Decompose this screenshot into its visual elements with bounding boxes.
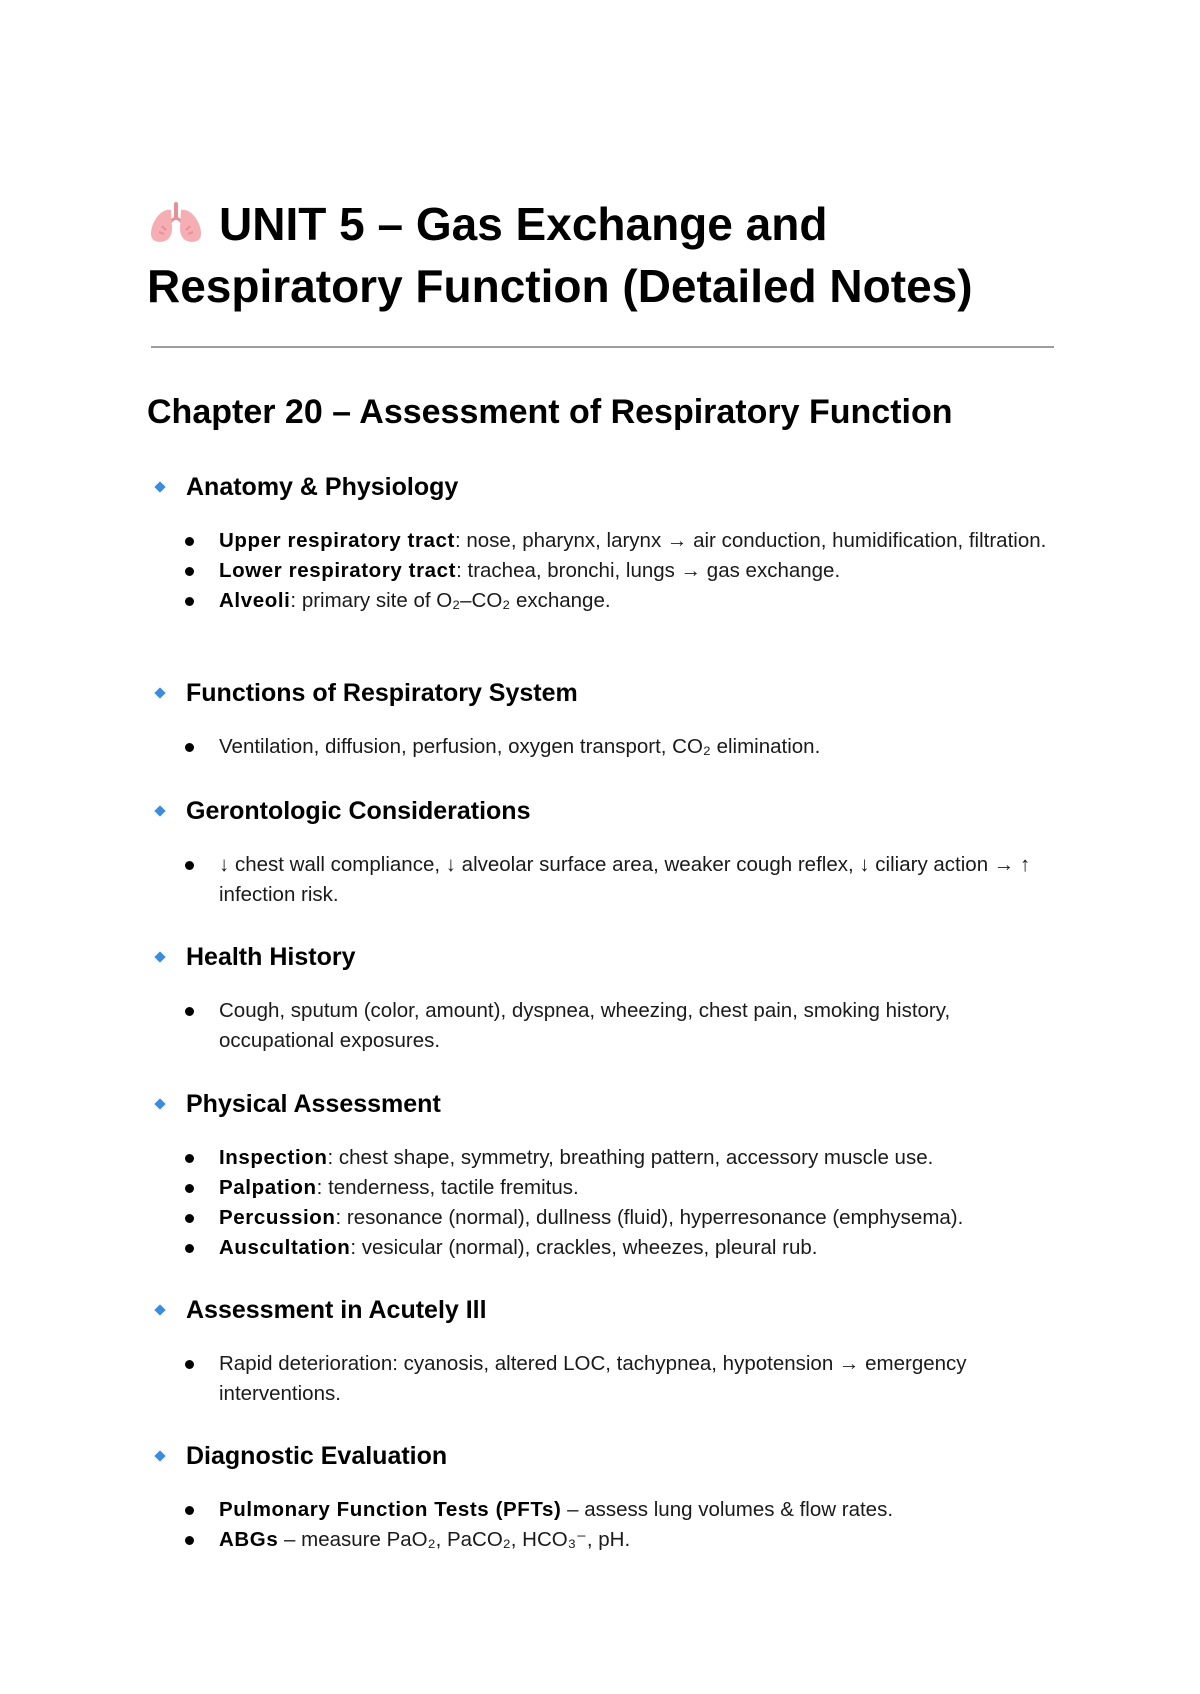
list-item: ↓ chest wall compliance, ↓ alveolar surface area, weaker cough reflex, ↓ ciliary action → ↑ infection risk.: [147, 850, 1057, 910]
list-item: Percussion: resonance (normal), dullness (fluid), hyperresonance (emphysema).: [147, 1203, 1057, 1233]
bullet-icon: [185, 597, 194, 606]
diamond-bullet-icon: [154, 805, 165, 816]
section-heading: Anatomy & Physiology: [186, 473, 459, 501]
diamond-bullet-icon: [154, 1450, 165, 1461]
section-heading: Functions of Respiratory System: [186, 679, 578, 707]
list-item: Alveoli: primary site of O₂–CO₂ exchange.: [147, 586, 1057, 616]
bullet-icon: [185, 567, 194, 576]
page-title: [147, 193, 1057, 317]
horizontal-divider: [151, 346, 1054, 348]
lungs-icon: [147, 200, 205, 244]
list-item: Cough, sputum (color, amount), dyspnea, wheezing, chest pain, smoking history, occupational exposures.: [147, 996, 1057, 1056]
list-item: Pulmonary Function Tests (PFTs) – assess lung volumes & flow rates.: [147, 1495, 1057, 1525]
list-item: Lower respiratory tract: trachea, bronchi, lungs → gas exchange.: [147, 556, 1057, 586]
diamond-bullet-icon: [154, 1098, 165, 1109]
diamond-bullet-icon: [154, 1304, 165, 1315]
diamond-bullet-icon: [154, 687, 165, 698]
diamond-bullet-icon: [154, 481, 165, 492]
bullet-icon: [185, 861, 194, 870]
section-gerontologic: [147, 794, 1057, 910]
section-acutely-ill: [147, 1293, 1057, 1409]
bullet-icon: [185, 1536, 194, 1545]
bullet-icon: [185, 1154, 194, 1163]
section-anatomy-physiology: [147, 470, 1057, 616]
bullet-icon: [185, 1184, 194, 1193]
section-heading: Diagnostic Evaluation: [186, 1442, 448, 1470]
list-item: Upper respiratory tract: nose, pharynx, larynx → air conduction, humidification, filtration.: [147, 526, 1057, 556]
list-item: Palpation: tenderness, tactile fremitus.: [147, 1173, 1057, 1203]
bullet-icon: [185, 1214, 194, 1223]
list-item: Rapid deterioration: cyanosis, altered LOC, tachypnea, hypotension → emergency interventions.: [147, 1349, 1057, 1409]
list-item: Ventilation, diffusion, perfusion, oxygen transport, CO₂ elimination.: [147, 732, 1057, 762]
bullet-icon: [185, 1360, 194, 1369]
chapter-heading: Chapter 20 – Assessment of Respiratory Function: [147, 393, 953, 431]
section-heading: Health History: [186, 943, 356, 971]
section-heading: Physical Assessment: [186, 1090, 441, 1118]
list-item: Inspection: chest shape, symmetry, breathing pattern, accessory muscle use.: [147, 1143, 1057, 1173]
list-item: Auscultation: vesicular (normal), crackles, wheezes, pleural rub.: [147, 1233, 1057, 1263]
section-physical-assessment: [147, 1087, 1057, 1263]
section-heading: Gerontologic Considerations: [186, 797, 531, 825]
bullet-icon: [185, 1244, 194, 1253]
section-heading: Assessment in Acutely Ill: [186, 1296, 487, 1324]
section-diagnostic-evaluation: [147, 1439, 1057, 1555]
bullet-icon: [185, 1506, 194, 1515]
title-text: UNIT 5 – Gas Exchange and Respiratory Function (Detailed Notes): [147, 198, 973, 312]
section-functions: [147, 676, 1057, 762]
section-health-history: [147, 940, 1057, 1056]
list-item: ABGs – measure PaO₂, PaCO₂, HCO₃⁻, pH.: [147, 1525, 1057, 1555]
diamond-bullet-icon: [154, 951, 165, 962]
bullet-icon: [185, 743, 194, 752]
bullet-icon: [185, 1007, 194, 1016]
bullet-icon: [185, 537, 194, 546]
